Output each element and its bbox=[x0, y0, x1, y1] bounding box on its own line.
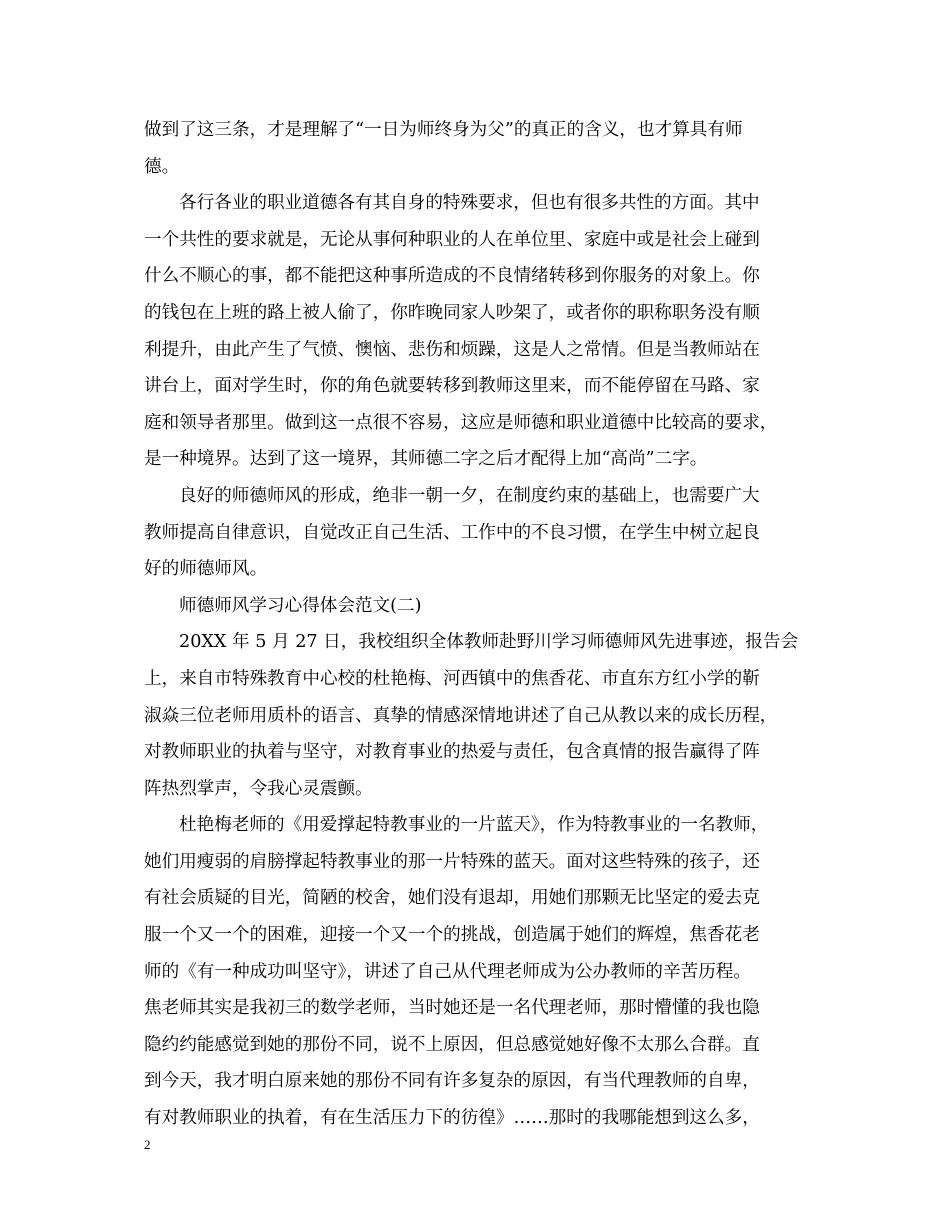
text-line: 德。 bbox=[144, 156, 180, 177]
text-line: 她们用瘦弱的肩膀撑起特教事业的那一片特殊的蓝天。面对这些特殊的孩子，还 bbox=[144, 851, 760, 872]
text-line: 良好的师德师风的形成，绝非一朝一夕，在制度约束的基础上，也需要广大 bbox=[179, 485, 760, 506]
text-line: 师德师风学习心得体会范文(二) bbox=[179, 595, 422, 616]
text-line: 师的《有一种成功叫坚守》，讲述了自己从代理老师成为公办教师的辛苦历程。 bbox=[144, 961, 751, 982]
text-line: 好的师德师风。 bbox=[144, 559, 268, 580]
text-line: 讲台上，面对学生时，你的角色就要转移到教师这里来，而不能停留在马路、家 bbox=[144, 376, 760, 397]
page-number: 2 bbox=[144, 1137, 151, 1152]
text-line: 焦老师其实是我初三的数学老师，当时她还是一名代理老师，那时懵懂的我也隐 bbox=[144, 998, 760, 1019]
text-line: 一个共性的要求就是，无论从事何种职业的人在单位里、家庭中或是社会上碰到 bbox=[144, 229, 760, 250]
text-line: 有对教师职业的执着，有在生活压力下的彷徨》……那时的我哪能想到这么多， bbox=[144, 1108, 760, 1129]
text-line: 杜艳梅老师的《用爱撑起特教事业的一片蓝天》，作为特教事业的一名教师， bbox=[179, 815, 769, 836]
text-line: 是一种境界。达到了这一境界，其师德二字之后才配得上加“高尚”二字。 bbox=[144, 449, 708, 470]
text-line: 服一个又一个的困难，迎接一个又一个的挑战，创造属于她们的辉煌，焦香花老 bbox=[144, 925, 760, 946]
text-line: 有社会质疑的目光，简陋的校舍，她们没有退却，用她们那颗无比坚定的爱去克 bbox=[144, 888, 760, 909]
text-line: 对教师职业的执着与坚守，对教育事业的热爱与责任，包含真情的报告赢得了阵 bbox=[144, 742, 760, 763]
text-line: 隐约约能感觉到她的那份不同，说不上原因，但总感觉她好像不太那么合群。直 bbox=[144, 1034, 760, 1055]
text-line: 的钱包在上班的路上被人偷了，你昨晚同家人吵架了，或者你的职称职务没有顺 bbox=[144, 302, 760, 323]
text-line: 庭和领导者那里。做到这一点很不容易，这应是师德和职业道德中比较高的要求， bbox=[144, 412, 778, 433]
text-line: 什么不顺心的事，都不能把这种事所造成的不良情绪转移到你服务的对象上。你 bbox=[144, 266, 760, 287]
text-line: 做到了这三条，才是理解了“一日为师终身为父”的真正的含义，也才算具有师 bbox=[144, 120, 743, 140]
text-line: 各行各业的职业道德各有其自身的特殊要求，但也有很多共性的方面。其中 bbox=[179, 193, 760, 214]
text-line: 20XX 年 5 月 27 日，我校组织全体教师赴野川学习师德师风先进事迹，报告会 bbox=[179, 632, 799, 653]
text-line: 上，来自市特殊教育中心校的杜艳梅、河西镇中的焦香花、市直东方红小学的靳 bbox=[144, 668, 760, 689]
document-body bbox=[144, 112, 808, 1137]
text-line: 利提升，由此产生了气愤、懊恼、悲伤和烦躁，这是人之常情。但是当教师站在 bbox=[144, 339, 760, 360]
text-line: 淑焱三位老师用质朴的语言、真挚的情感深情地讲述了自己从教以来的成长历程， bbox=[144, 705, 778, 726]
text-line: 阵热烈掌声，令我心灵震颤。 bbox=[144, 778, 373, 799]
text-line: 教师提高自律意识，自觉改正自己生活、工作中的不良习惯，在学生中树立起良 bbox=[144, 522, 760, 543]
text-line: 到今天，我才明白原来她的那份不同有许多复杂的原因，有当代理教师的自卑， bbox=[144, 1071, 760, 1092]
